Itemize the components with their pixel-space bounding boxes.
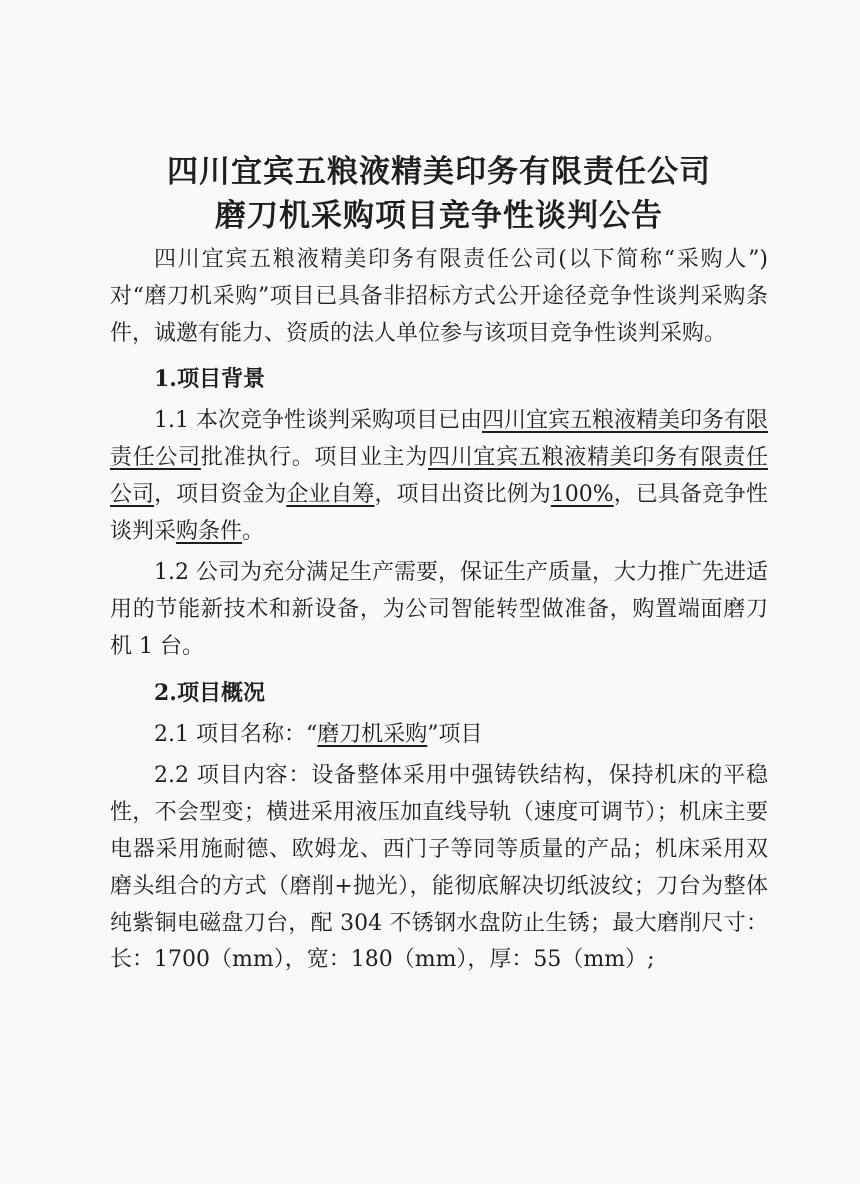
underlined-approver: 四川宜宾五粮液精美印务有限责任公司 — [110, 408, 768, 470]
section-heading-background: 1.项目背景 — [154, 366, 265, 393]
title-line-1: 四川宜宾五粮液精美印务有限责任公司 — [167, 154, 711, 190]
underlined-owner: 四川宜宾五粮液精美印务有限责任公司 — [110, 444, 768, 507]
document-title — [110, 150, 768, 238]
text-segment: 1.1 本次竞争性谈判采购项目已由 — [154, 408, 482, 434]
text-segment: ”项目 — [427, 721, 483, 747]
underlined-ratio: 100% — [550, 481, 614, 507]
paragraph-2-1 — [110, 717, 768, 754]
intro-paragraph: 四川宜宾五粮液精美印务有限责任公司(以下简称“采购人”)对“磨刀机采购”项目已具备非招标方式公开途径竞争性谈判采购条件，诚邀有能力、资质的法人单位参与该项目竞争性谈判采购。 — [110, 247, 768, 346]
underlined-project-name: 磨刀机采购 — [317, 721, 428, 747]
text-segment: ，已具备竞争性谈判采 — [110, 481, 768, 544]
paragraph-1-2: 1.2 公司为充分满足生产需要，保证生产质量，大力推广先进适用的节能新技术和新设备，为公司智能转型做准备，购置端面磨刀机 1 台。 — [110, 560, 768, 659]
section-heading-overview: 2.项目概况 — [154, 679, 265, 706]
underlined-funding: 企业自筹 — [286, 481, 375, 507]
text-segment: ，项目出资比例为 — [374, 481, 551, 507]
underlined-conditions: 购条件 — [176, 518, 243, 544]
title-line-2: 磨刀机采购项目竞争性谈判公告 — [215, 198, 663, 234]
text-segment: ，项目资金为 — [154, 481, 287, 507]
text-segment: 。 — [242, 518, 265, 544]
paragraph-1-1 — [110, 403, 768, 550]
text-segment: 2.1 项目名称：“ — [154, 721, 318, 747]
text-segment: 批准执行。项目业主为 — [200, 444, 428, 470]
paragraph-2-2: 2.2 项目内容：设备整体采用中强铸铁结构，保持机床的平稳性，不会型变；横进采用液压加直线导轨（速度可调节）；机床主要电器采用施耐德、欧姆龙、西门子等同等质量的产品；机床采用双磨头组合的方式（磨削+抛光），能彻底解决切纸波纹；刀台为整体纯紫铜电磁盘刀台，配 304 不锈钢水盘防止生锈；最大磨削尺寸：长：1700（mm），宽：180（mm），厚：55（mm）; — [110, 763, 768, 973]
